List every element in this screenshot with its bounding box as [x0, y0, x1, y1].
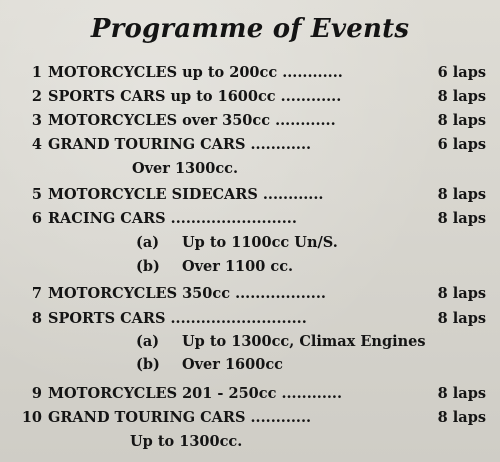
- event-number: 10: [21, 409, 42, 426]
- event-number: 9: [31, 385, 42, 402]
- event-number: 2: [31, 88, 42, 105]
- subitem-label: (b): [136, 258, 160, 275]
- event-row: [0, 283, 500, 305]
- page-title: Programme of Events: [90, 14, 410, 44]
- subitem-label: (b): [136, 356, 160, 373]
- subitem-text: Over 1600cc: [182, 356, 283, 373]
- event-number: 6: [31, 210, 42, 227]
- event-name: MOTORCYCLES 201 - 250cc ............: [48, 385, 343, 402]
- event-laps: 8 laps: [437, 310, 486, 327]
- event-name: RACING CARS .........................: [48, 210, 297, 227]
- event-row: [0, 184, 500, 206]
- event-name: SPORTS CARS up to 1600cc ............: [48, 88, 342, 105]
- event-row: [0, 407, 500, 429]
- event-laps: 8 laps: [437, 409, 486, 426]
- event-number: 7: [31, 285, 42, 302]
- event-subitem: [136, 331, 426, 353]
- event-row: [0, 383, 500, 405]
- subitem-label: (a): [136, 333, 160, 350]
- event-row: [0, 110, 500, 132]
- subitem-text: Up to 1100cc Un/S.: [182, 234, 338, 251]
- event-number: 4: [31, 136, 42, 153]
- event-row: [0, 208, 500, 230]
- event-laps: 8 laps: [437, 285, 486, 302]
- event-laps: 8 laps: [437, 385, 486, 402]
- event-row: [0, 62, 500, 84]
- event-number: 8: [31, 310, 42, 327]
- event-laps: 8 laps: [437, 186, 486, 203]
- event-laps: 6 laps: [437, 136, 486, 153]
- event-number: 1: [31, 64, 42, 81]
- subitem-text: Up to 1300cc, Climax Engines: [182, 333, 426, 350]
- event-name: GRAND TOURING CARS ............: [48, 136, 312, 153]
- event-name: MOTORCYCLES over 350cc ............: [48, 112, 336, 129]
- event-name: MOTORCYCLE SIDECARS ............: [48, 186, 324, 203]
- event-laps: 8 laps: [437, 210, 486, 227]
- event-row: [0, 86, 500, 108]
- event-detail: Over 1300cc.: [132, 160, 239, 177]
- event-subitem: [136, 354, 283, 376]
- event-number: 3: [31, 112, 42, 129]
- event-name: SPORTS CARS ...........................: [48, 310, 307, 327]
- subitem-label: (a): [136, 234, 160, 251]
- event-name: MOTORCYCLES up to 200cc ............: [48, 64, 343, 81]
- subitem-text: Over 1100 cc.: [182, 258, 294, 275]
- event-subitem: [136, 232, 338, 254]
- event-subitem: [136, 256, 293, 278]
- event-name: GRAND TOURING CARS ............: [48, 409, 312, 426]
- event-name: MOTORCYCLES 350cc ..................: [48, 285, 326, 302]
- event-number: 5: [31, 186, 42, 203]
- event-laps: 8 laps: [437, 112, 486, 129]
- event-row: [0, 134, 500, 156]
- event-detail: Up to 1300cc.: [130, 433, 243, 450]
- event-row: [0, 308, 500, 330]
- event-laps: 6 laps: [437, 64, 486, 81]
- event-laps: 8 laps: [437, 88, 486, 105]
